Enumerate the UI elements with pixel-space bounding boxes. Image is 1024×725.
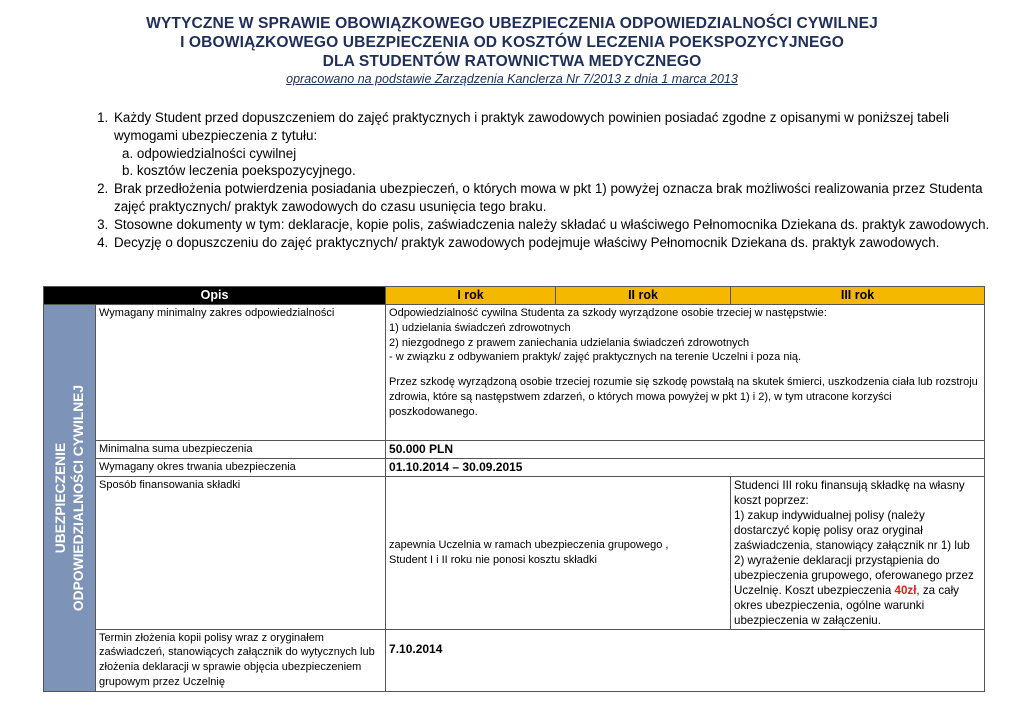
side-label-line-2: ODPOWIEDZIALNOŚCI CYWILNEJ xyxy=(70,384,86,611)
point-2: 2. Brak przedłożenia potwierdzenia posiadania ubezpieczeń, o których mowa w pkt 1) powyżej oznacza brak możliwości realizowania przez Studenta zajęć praktycznych/ praktyk zawodowych do czasu usunięcia tego braku. xyxy=(112,180,992,216)
subpoint-a: a. odpowiedzialności cywilnej xyxy=(122,145,297,161)
finansowanie-rok3-part-1: Studenci III roku finansują składkę na własny koszt poprzez: xyxy=(734,478,965,507)
guideline-points xyxy=(82,109,992,251)
point-4: 4. Decyzję o dopuszczeniu do zajęć praktycznych/ praktyk zawodowych podejmuje właściwy Pełnomocnik Dziekana ds. praktyk zawodowych. xyxy=(112,234,992,252)
termin-label: Termin złożenia kopii polisy wraz z oryginałem zaświadczeń, stanowiących załącznik do wytycznych lub złożenia deklaracji w sprawie objęcia ubezpieczeniem grupowym przez Uczelnię xyxy=(96,629,386,691)
spacer xyxy=(389,365,981,375)
zakres-line-3: 2) niezgodnego z prawem zaniechania udzielania świadczeń zdrowotnych xyxy=(389,336,750,349)
row-zakres xyxy=(44,305,985,441)
side-label-line-1: UBEZPIECZENIE xyxy=(52,442,68,554)
point-3: 3. Stosowne dokumenty w tym: deklaracje, kopie polis, zaświadczenia należy składać u właściwego Pełnomocnika Dziekana ds. praktyk zawodowych. xyxy=(112,216,992,234)
finansowanie-rok12-line-2: Student I i II roku nie ponosi kosztu składki xyxy=(389,553,597,566)
header-rok-1: I rok xyxy=(386,287,556,305)
zakres-note: Przez szkodę wyrządzoną osobie trzeciej rozumie się szkodę powstałą na skutek śmierci, uszkodzenia ciała lub rozstroju zdrowia, które są następstwem zdarzeń, o których mowa powyżej w pkt 1) i 2), w tym utracone korzyści poszkodowanego. xyxy=(389,376,978,418)
price-value: 40zł xyxy=(894,583,917,597)
finansowanie-rok3-part-4: , za cały okres ubezpieczenia, ogólne warunki ubezpieczenia w załączeniu. xyxy=(734,583,959,627)
side-label-cell xyxy=(44,305,96,692)
row-finansowanie xyxy=(44,476,985,629)
finansowanie-rok3-part-3 xyxy=(734,553,981,628)
row-okres xyxy=(44,458,985,476)
point-1 xyxy=(112,109,992,180)
finansowanie-label: Sposób finansowania składki xyxy=(96,476,386,629)
finansowanie-rok-1-2 xyxy=(386,476,731,629)
point-1-text: Każdy Student przed dopuszczeniem do zajęć praktycznych i praktyk zawodowych powinien posiadać zgodne z opisanymi w poniższej tabeli wymogami ubezpieczenia z tytułu: xyxy=(114,110,950,143)
point-1-subpoints xyxy=(114,145,992,181)
finansowanie-rok3-part-2: 1) zakup indywidualnej polisy (należy dostarczyć kopię polisy oraz oryginał zaświadczenia, stanowiący załącznik nr 1) lub xyxy=(734,508,970,552)
insurance-table xyxy=(43,286,985,692)
subtitle xyxy=(0,71,1024,87)
header-rok-3: III rok xyxy=(731,287,985,305)
okres-label: Wymagany okres trwania ubezpieczenia xyxy=(96,458,386,476)
title-line-3: DLA STUDENTÓW RATOWNICTWA MEDYCZNEGO xyxy=(322,53,702,70)
finansowanie-rok12-line-1: zapewnia Uczelnia w ramach ubezpieczenia grupowego , xyxy=(389,538,669,551)
zakres-line-2: 1) udzielania świadczeń zdrowotnych xyxy=(389,321,571,334)
suma-label: Minimalna suma ubezpieczenia xyxy=(96,441,386,459)
document-header xyxy=(0,14,1024,87)
termin-value: 7.10.2014 xyxy=(386,629,985,691)
okres-value: 01.10.2014 – 30.09.2015 xyxy=(386,458,985,476)
zakres-label: Wymagany minimalny zakres odpowiedzialności xyxy=(96,305,386,441)
suma-value: 50.000 PLN xyxy=(386,441,985,459)
finansowanie-rok-3 xyxy=(731,476,985,629)
zakres-line-4: - w związku z odbywaniem praktyk/ zajęć praktycznych na terenie Uczelni i poza nią. xyxy=(389,351,802,364)
header-opis: Opis xyxy=(44,287,386,305)
side-label xyxy=(52,385,88,611)
subtitle-text: opracowano na podstawie Zarządzenia Kanclerza Nr 7/2013 z dnia 1 marca 2013 xyxy=(286,72,738,86)
table-header-row xyxy=(44,287,985,305)
subpoint-b: b. kosztów leczenia poekspozycyjnego. xyxy=(122,163,356,179)
finansowanie-rok3-part-3-text: 2) wyrażenie deklaracji przystąpienia do ubezpieczenia grupowego, oferowanego przez Uczelnię. Koszt ubezpieczenia xyxy=(734,553,974,597)
zakres-line-1: Odpowiedzialność cywilna Studenta za szkody wyrządzone osobie trzeciej w następstwie: xyxy=(389,307,827,319)
title-line-2: I OBOWIĄZKOWEGO UBEZPIECZENIA OD KOSZTÓW LECZENIA POEKSPOZYCYJNEGO xyxy=(180,34,844,51)
row-suma xyxy=(44,441,985,459)
zakres-content xyxy=(386,305,985,441)
row-termin xyxy=(44,629,985,691)
header-rok-2: II rok xyxy=(556,287,731,305)
title-line-1: WYTYCZNE W SPRAWIE OBOWIĄZKOWEGO UBEZPIECZENIA ODPOWIEDZIALNOŚCI CYWILNEJ xyxy=(146,15,878,32)
